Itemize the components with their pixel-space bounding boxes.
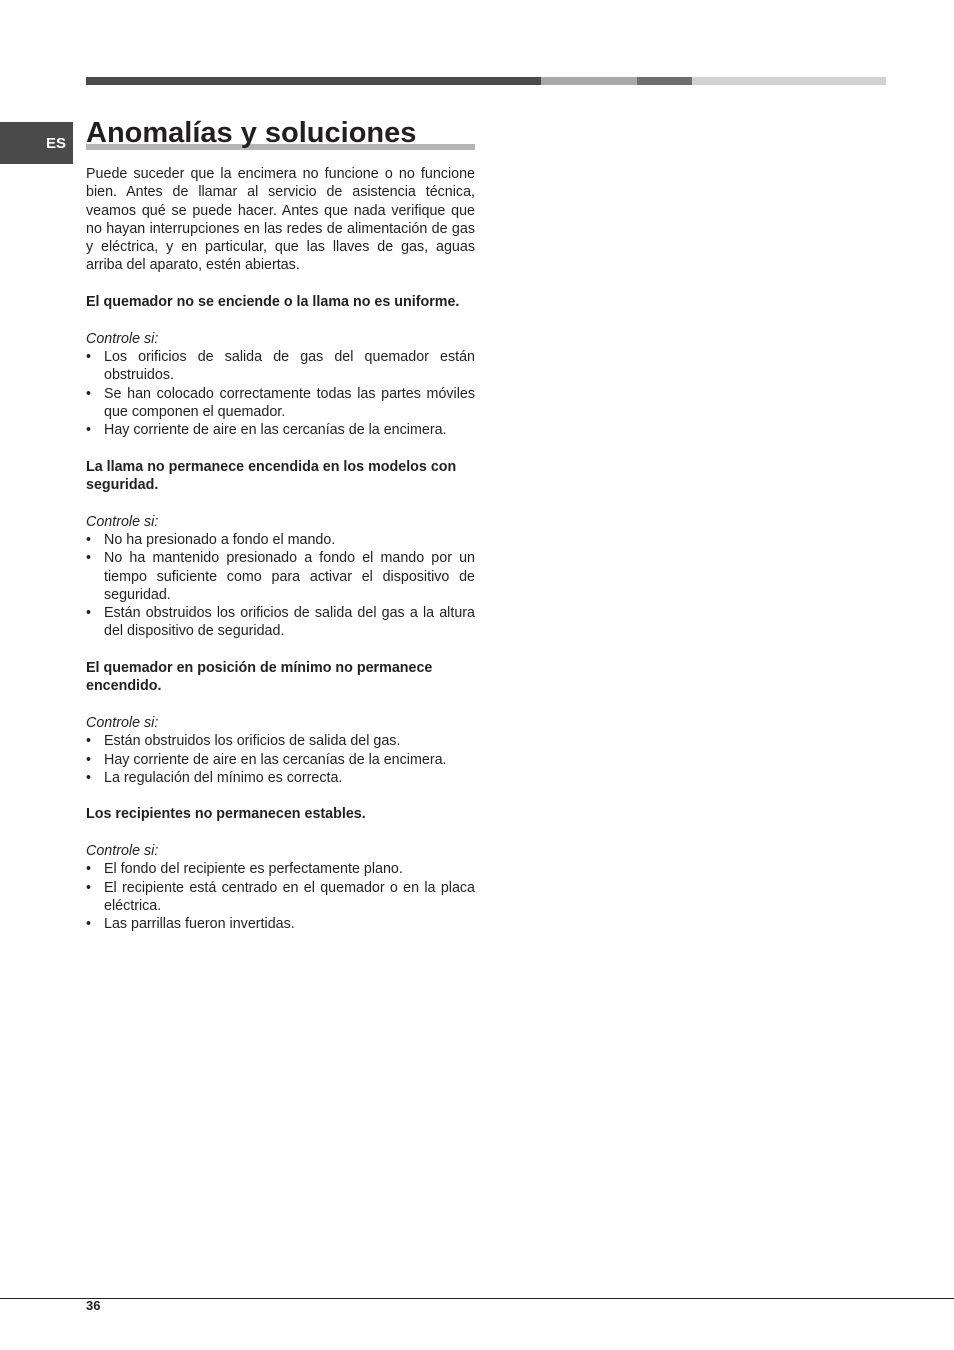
check-label: Controle si: [86, 513, 159, 530]
check-label: Controle si: [86, 714, 159, 731]
page-title: Anomalías y soluciones [86, 117, 417, 149]
list-item [86, 531, 475, 549]
list-item [86, 604, 475, 641]
list-item [86, 549, 475, 604]
list-item-text: La regulación del mínimo es correcta. [104, 769, 343, 786]
header-bar-segment-medium [637, 77, 692, 85]
list-item [86, 385, 475, 422]
list-item-text: Están obstruidos los orificios de salida del gas a la altura del dispositivo de seguridad. [104, 605, 475, 640]
section-heading: El quemador en posición de mínimo no permanece encendido. [86, 660, 433, 695]
bullet-icon: • [86, 348, 92, 365]
list-item-text: No ha mantenido presionado a fondo el mando por un tiempo suficiente como para activar el dispositivo de seguridad. [104, 550, 475, 603]
list-item [86, 915, 475, 933]
check-list [86, 531, 475, 641]
language-tab-label: ES [45, 134, 66, 152]
list-item-text: Están obstruidos los orificios de salida del gas. [104, 733, 401, 750]
section-flame-not-staying-lit [86, 458, 475, 641]
list-item-text: Los orificios de salida de gas del quemador están obstruidos. [104, 348, 475, 384]
bullet-icon: • [86, 733, 92, 750]
list-item-text: Se han colocado correctamente todas las partes móviles que componen el quemador. [104, 385, 475, 420]
list-item-text: No ha presionado a fondo el mando. [104, 531, 336, 548]
check-list [86, 732, 475, 787]
bullet-icon: • [86, 751, 92, 768]
intro-paragraph: Puede suceder que la encimera no funcione o no funcione bien. Antes de llamar al servicio de asistencia técnica, veamos qué se puede hacer. Antes que nada verifique que no hayan interrupciones en las redes de alimentación de gas y eléctrica, y en particular, que las llaves de gas, aguas arriba del aparato, estén abiertas. [86, 166, 475, 274]
check-label: Controle si: [86, 330, 159, 347]
bullet-icon: • [86, 422, 92, 439]
main-content [86, 165, 475, 952]
section-unstable-containers [86, 805, 475, 933]
language-tab [0, 122, 73, 164]
bullet-icon: • [86, 385, 92, 402]
bullet-icon: • [86, 531, 92, 548]
section-burner-minimum-position [86, 659, 475, 787]
check-label: Controle si: [86, 842, 159, 859]
section-burner-no-ignition [86, 293, 475, 439]
bullet-icon: • [86, 769, 92, 786]
bullet-icon: • [86, 879, 92, 896]
list-item [86, 348, 475, 385]
bullet-icon: • [86, 550, 92, 567]
list-item [86, 860, 475, 878]
list-item [86, 751, 475, 769]
check-list [86, 860, 475, 933]
page-number: 36 [86, 1298, 101, 1313]
header-color-bar [86, 77, 886, 85]
check-list [86, 348, 475, 439]
bullet-icon: • [86, 916, 92, 933]
header-bar-segment-pale [692, 77, 886, 85]
list-item-text: Hay corriente de aire en las cercanías de la encimera. [104, 422, 447, 439]
list-item-text: El recipiente está centrado en el quemador o en la placa eléctrica. [104, 879, 475, 914]
section-heading: El quemador no se enciende o la llama no es uniforme. [86, 294, 460, 311]
bullet-icon: • [86, 861, 92, 878]
footer-divider [0, 1298, 954, 1299]
page-title-block [86, 114, 475, 152]
list-item [86, 732, 475, 750]
section-heading: La llama no permanece encendida en los modelos con seguridad. [86, 458, 457, 494]
list-item-text: El fondo del recipiente es perfectamente plano. [104, 861, 403, 878]
list-item-text: Hay corriente de aire en las cercanías de la encimera. [104, 751, 447, 768]
list-item [86, 421, 475, 439]
list-item [86, 879, 475, 916]
list-item-text: Las parrillas fueron invertidas. [104, 916, 295, 933]
header-bar-segment-light [541, 77, 637, 85]
bullet-icon: • [86, 605, 92, 622]
section-heading: Los recipientes no permanecen estables. [86, 806, 366, 823]
list-item [86, 769, 475, 787]
header-bar-segment-dark [86, 77, 541, 85]
